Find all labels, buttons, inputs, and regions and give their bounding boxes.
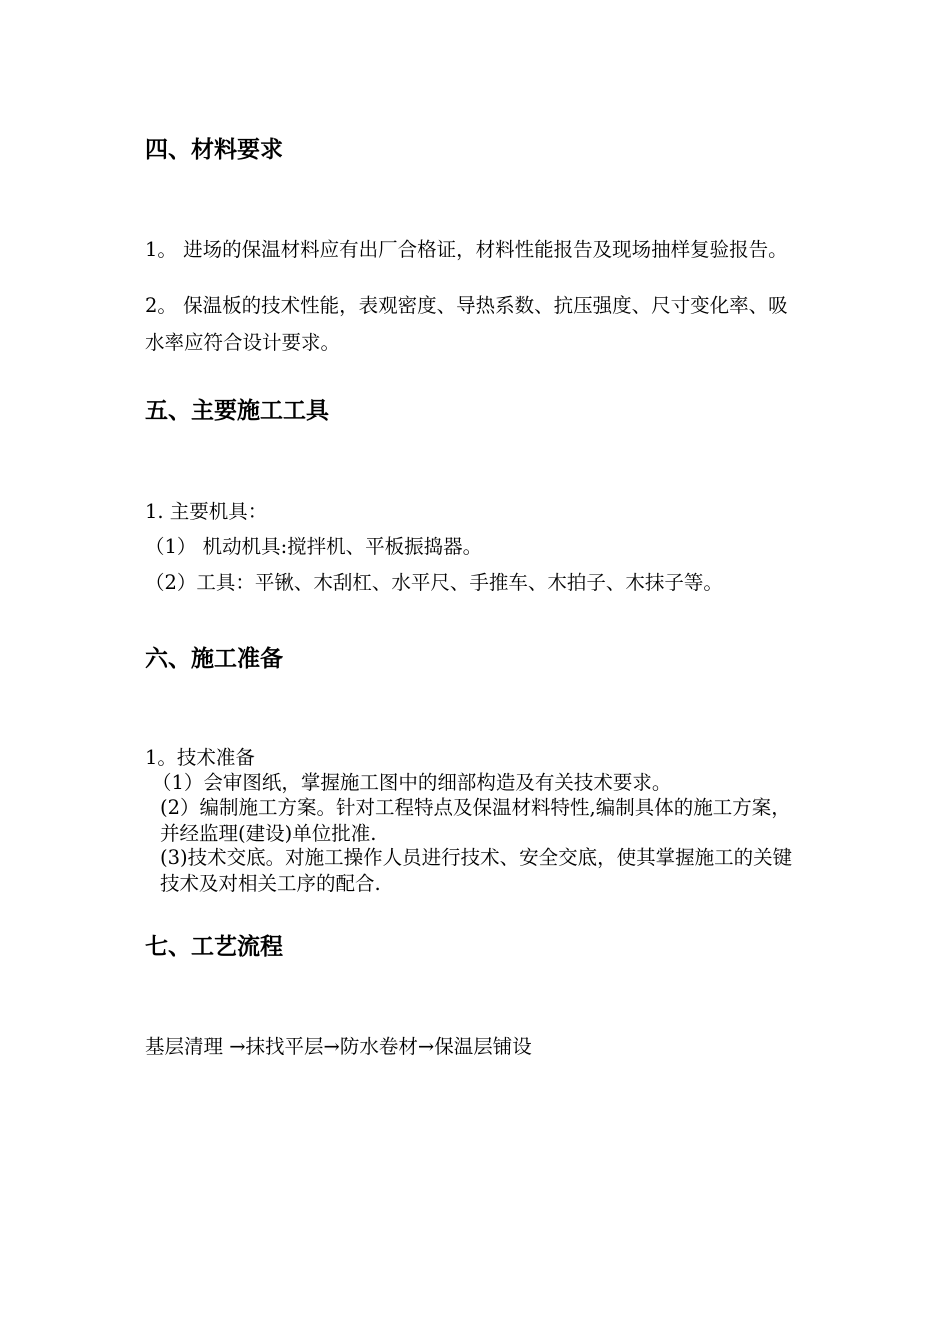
paragraph-prep-drawings: （1）会审图纸，掌握施工图中的细部构造及有关技术要求。 <box>152 771 672 794</box>
paragraph-prep-briefing: (3)技术交底。对施工操作人员进行技术、安全交底，使其掌握施工的关键技术及对相关工序的配合. <box>160 846 793 895</box>
paragraph-materials-1: 1。 进场的保温材料应有出厂合格证，材料性能报告及现场抽样复验报告。 <box>145 238 788 261</box>
section-heading-materials: 四、材料要求 <box>145 137 283 163</box>
section-heading-preparation: 六、施工准备 <box>145 646 283 672</box>
paragraph-tools-main: 1. 主要机具： <box>145 500 268 523</box>
paragraph-tools-mechanical: （1） 机动机具:搅拌机、平板振捣器。 <box>145 535 483 558</box>
section-heading-process: 七、工艺流程 <box>145 934 283 960</box>
paragraph-prep-technical: 1。技术准备 <box>145 746 255 769</box>
paragraph-tools-hand: （2）工具：平锹、木刮杠、水平尺、手推车、木拍子、木抹子等。 <box>145 571 723 594</box>
paragraph-process-flow: 基层清理 →抹找平层→防水卷材→保温层铺设 <box>145 1035 532 1058</box>
paragraph-prep-plan: (2）编制施工方案。针对工程特点及保温材料特性,编制具体的施工方案，并经监理(建设)单位批准. <box>160 796 791 845</box>
paragraph-materials-2: 2。 保温板的技术性能，表观密度、导热系数、抗压强度、尺寸变化率、吸水率应符合设计要求。 <box>145 294 788 354</box>
section-heading-tools: 五、主要施工工具 <box>145 398 329 424</box>
